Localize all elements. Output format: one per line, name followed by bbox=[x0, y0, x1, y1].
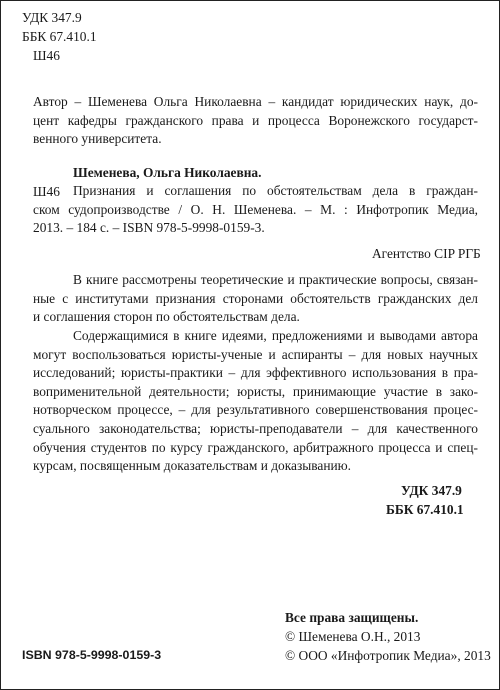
biblio-line: ском судопроизводстве / О. Н. Шеменева. – М. : Инфотропик Медиа, bbox=[33, 201, 478, 217]
author-note-line: венного университета. bbox=[33, 131, 162, 147]
abstract-line: суального законодательства; юристы-преподаватели – для качественного bbox=[33, 420, 478, 436]
abstract-line: воприменительной деятельности; юристы, принимающие участие в зако- bbox=[33, 383, 478, 399]
abstract-paragraph-2 bbox=[33, 327, 478, 476]
biblio-description bbox=[73, 182, 478, 201]
biblio-author-heading: Шеменева, Ольга Николаевна. bbox=[73, 165, 262, 180]
copyright-publisher: © ООО «Инфотропик Медиа», 2013 bbox=[285, 648, 491, 663]
abstract-line: обучения студентов по курсу гражданского, арбитражного процесса и спец- bbox=[33, 439, 478, 455]
abstract-line: Содержащимися в книге идеями, предложениями и выводами автора bbox=[73, 328, 478, 343]
author-sign: Ш46 bbox=[33, 48, 60, 63]
bbk-code-bottom: ББК 67.410.1 bbox=[386, 502, 464, 517]
abstract-line: и соглашения сторон по обстоятельствам дела. bbox=[33, 309, 300, 325]
isbn-number: ISBN 978-5-9998-0159-3 bbox=[22, 648, 162, 662]
copyright-author: © Шеменева О.Н., 2013 bbox=[285, 629, 421, 644]
cip-agency: Агентство CIP РГБ bbox=[372, 246, 481, 261]
abstract-line: курсам, посвященным доказательствам и доказыванию. bbox=[33, 458, 352, 474]
udc-code-bottom: УДК 347.9 bbox=[401, 483, 462, 498]
biblio-description-cont bbox=[33, 201, 478, 238]
biblio-line: 2013. – 184 с. – ISBN 978-5-9998-0159-3. bbox=[33, 220, 265, 236]
abstract-line: В книге рассмотрены теоретические и практические вопросы, связан- bbox=[73, 272, 478, 287]
author-note-line: Автор – Шеменева Ольга Николаевна – кандидат юридических наук, до- bbox=[33, 94, 478, 109]
biblio-sign: Ш46 bbox=[33, 184, 60, 199]
abstract-line: ные с институтами признания сторонами обстоятельств гражданских дел bbox=[33, 290, 478, 306]
abstract-paragraph-1 bbox=[33, 271, 478, 327]
author-note bbox=[33, 93, 478, 149]
biblio-line: Признания и соглашения по обстоятельствам дела в граждан- bbox=[73, 183, 478, 198]
abstract-line: нотворческом процессе, – для результативного совершенствования процес- bbox=[33, 402, 478, 418]
author-note-line: цент кафедры гражданского права и процесса Воронежского государст- bbox=[33, 112, 478, 128]
bbk-code: ББК 67.410.1 bbox=[22, 29, 97, 44]
abstract-line: могут воспользоваться юристы-ученые и аспиранты – для новых научных bbox=[33, 346, 478, 362]
rights-reserved: Все права защищены. bbox=[285, 610, 419, 625]
udc-code: УДК 347.9 bbox=[22, 10, 82, 25]
abstract-line: исследований; юристы-практики – для эффективного использования в пра- bbox=[33, 365, 478, 381]
